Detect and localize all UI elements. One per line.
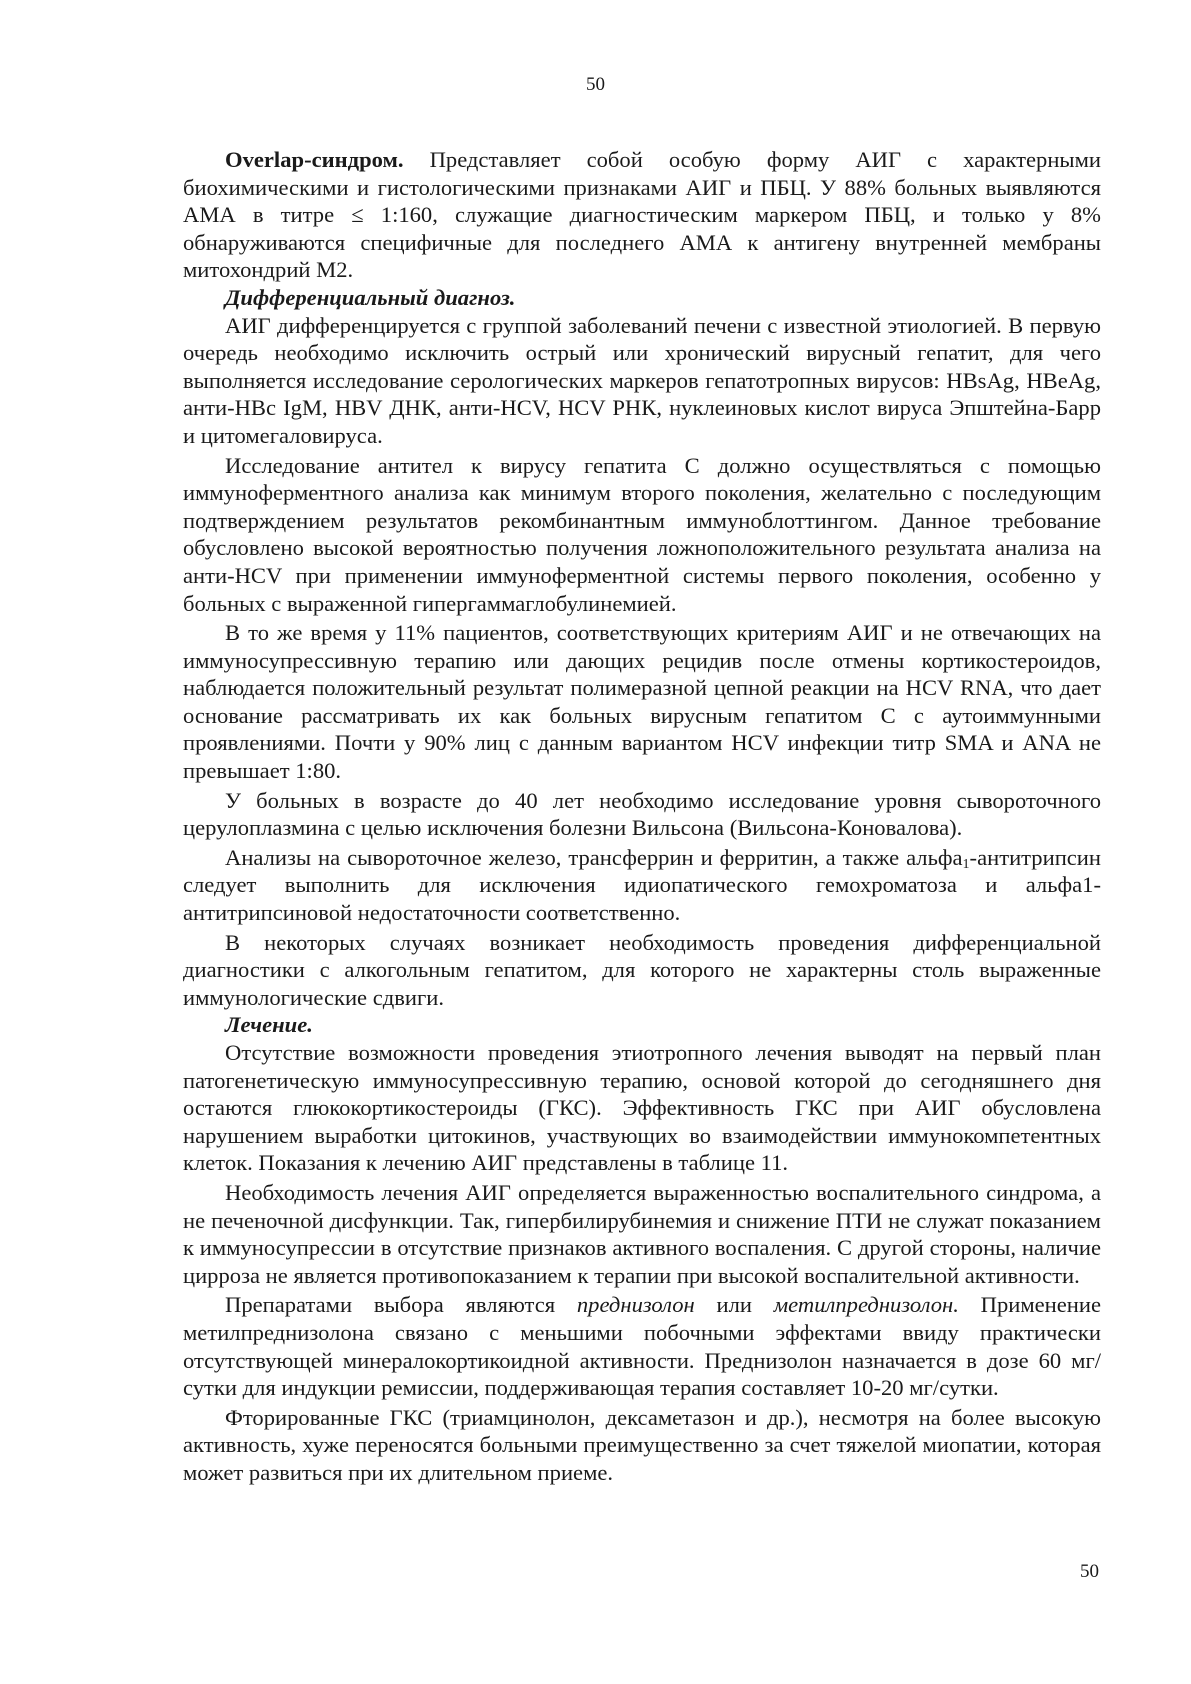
page-body bbox=[183, 146, 1101, 1487]
iron-text-after: -антитрипсин следует выполнить для исключения идиопатического гемохроматоза и альфа1-антитрипсиновой недостаточности соответственно. bbox=[183, 844, 1101, 926]
drugs-text-3: Применение метилпреднизолона связано с меньшими побочными эффектами ввиду практически отсутствующей минералокортикоидной активности. Преднизолон назначается в дозе 60 мг/сутки для индукции ремиссии, поддерживающая терапия составляет 10-20 мг/сутки. bbox=[183, 1292, 1101, 1401]
diff-paragraph-alcohol: В некоторых случаях возникает необходимость проведения дифференциальной диагностики с алкогольным гепатитом, для которого не характерны столь выраженные иммунологические сдвиги. bbox=[183, 929, 1101, 1010]
treatment-paragraph-gcs: Отсутствие возможности проведения этиотропного лечения выводят на первый план патогенетическую иммуносупрессивную терапию, основой которой до сегодняшнего дня остаются глюкокортикостероиды (ГКС). Эффективность ГКС при АИГ обусловлена нарушением выработки цитокинов, участвующих во взаимодействии иммунокомпетентных клеток. Показания к лечению АИГ представлены в таблице 11. bbox=[183, 1040, 1101, 1176]
drugs-text-1: Препаратами выбора являются bbox=[225, 1292, 577, 1318]
iron-subscript: 1 bbox=[962, 856, 970, 872]
page-number-bottom: 50 bbox=[1080, 1561, 1099, 1582]
diff-paragraph-viral: АИГ дифференцируется с группой заболеваний печени с известной этиологией. В первую очередь необходимо исключить острый или хронический вирусный гепатит, для чего выполняется исследование серологических маркеров гепатотропных вирусов: HBsAg, HBeAg, анти-HBc IgM, HBV ДНК, анти-HCV, HCV РНК, нуклеиновых кислот вируса Эпштейна-Барр и цитомегаловируса. bbox=[183, 312, 1101, 448]
overlap-term: Overlap-синдром. bbox=[225, 147, 404, 172]
drug-methylprednisolone: метилпреднизолон. bbox=[773, 1292, 959, 1318]
drugs-text-2: или bbox=[694, 1292, 774, 1318]
overlap-text: Представляет собой особую форму АИГ с характерными биохимическими и гистологическими признаками АИГ и ПБЦ. У 88% больных выявляются АМА в титре ≤ 1:160, служащие диагностическим маркером ПБЦ, и только у 8% обнаруживаются специфичные для последнего АМА к антигену внутренней мембраны митохондрий М2. bbox=[183, 147, 1101, 283]
iron-text-before: Анализы на сывороточное железо, трансферрин и ферритин, а также альфа bbox=[225, 844, 963, 870]
treatment-paragraph-indication: Необходимость лечения АИГ определяется выраженностью воспалительного синдрома, а не печеночной дисфункции. Так, гипербилирубинемия и снижение ПТИ не служат показанием к иммуносупрессии в отсутствие признаков активного воспаления. С другой стороны, наличие цирроза не является противопоказанием к терапии при высокой воспалительной активности. bbox=[183, 1179, 1101, 1288]
page-number-top: 50 bbox=[586, 74, 605, 95]
overlap-paragraph bbox=[183, 146, 1101, 284]
differential-diagnosis-heading: Дифференциальный диагноз. bbox=[225, 284, 516, 310]
treatment-heading: Лечение. bbox=[225, 1012, 313, 1038]
drug-prednisolone: преднизолон bbox=[576, 1292, 695, 1318]
diff-paragraph-iron bbox=[183, 844, 1101, 927]
diff-paragraph-wilson: У больных в возрасте до 40 лет необходимо исследование уровня сывороточного церулоплазмина с целью исключения болезни Вильсона (Вильсона-Коновалова). bbox=[183, 787, 1101, 841]
treatment-paragraph-drugs bbox=[183, 1291, 1101, 1401]
diff-paragraph-hcv-rna: В то же время у 11% пациентов, соответствующих критериям АИГ и не отвечающих на иммуносупрессивную терапию или дающих рецидив после отмены кортикостероидов, наблюдается положительный результат полимеразной цепной реакции на HCV RNA, что дает основание рассматривать их как больных вирусным гепатитом С с аутоиммунными проявлениями. Почти у 90% лиц с данным вариантом HCV инфекции титр SMA и ANA не превышает 1:80. bbox=[183, 620, 1101, 784]
diff-paragraph-antibodies: Исследование антител к вирусу гепатита С должно осуществляться с помощью иммуноферментного анализа как минимум второго поколения, желательно с последующим подтверждением результатов рекомбинантным иммуноблоттингом. Данное требование обусловлено высокой вероятностью получения ложноположительного результата анализа на анти-HCV при применении иммуноферментной системы первого поколения, особенно у больных с выраженной гипергаммаглобулинемией. bbox=[183, 452, 1101, 616]
treatment-paragraph-fluorinated: Фторированные ГКС (триамцинолон, дексаметазон и др.), несмотря на более высокую активность, хуже переносятся больными преимущественно за счет тяжелой миопатии, которая может развиться при их длительном приеме. bbox=[183, 1404, 1101, 1485]
